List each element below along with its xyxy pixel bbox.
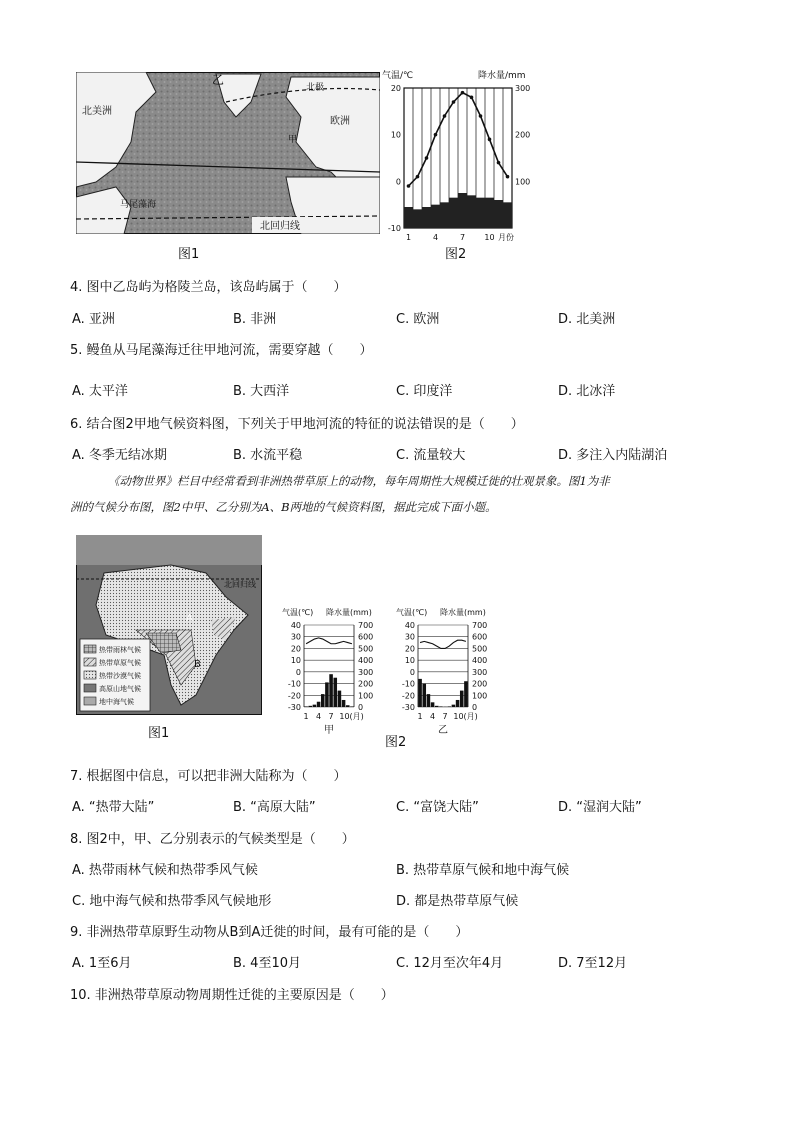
precip-bar <box>422 207 431 228</box>
precip-bar <box>413 209 422 228</box>
precip-bar <box>427 694 431 707</box>
precip-tick-label: 400 <box>472 656 488 666</box>
temperature-point <box>425 156 429 160</box>
figure2-climate-chart <box>378 66 538 248</box>
precip-bar <box>464 681 468 707</box>
precip-tick-label: 300 <box>472 667 488 677</box>
temperature-point <box>461 91 465 95</box>
temperature-point <box>407 184 411 188</box>
precip-bar <box>435 706 439 707</box>
question-stem: 8. 图2中，甲、乙分别表示的气候类型是（ ） <box>70 832 355 847</box>
temp-tick-label: -20 <box>287 691 301 701</box>
answer-option[interactable]: A. 亚洲 <box>72 312 115 327</box>
month-tick-label: 10(月) <box>453 712 478 721</box>
answer-option[interactable]: D. 北冰洋 <box>558 384 616 399</box>
temp-tick-label: 20 <box>290 644 301 654</box>
precip-tick-label: 100 <box>472 691 488 701</box>
month-tick-label: 1 <box>303 712 309 721</box>
legend-swatch <box>84 697 96 705</box>
temp-tick-label: 20 <box>390 84 401 93</box>
legend-swatch <box>84 671 96 679</box>
precip-tick-label: 300 <box>515 84 531 93</box>
question-stem: 7. 根据图中信息，可以把非洲大陆称为（ ） <box>70 769 347 784</box>
precip-bar <box>494 200 503 228</box>
precip-tick-label: 500 <box>358 644 374 654</box>
precip-bar <box>325 682 329 707</box>
temperature-point <box>434 133 438 137</box>
precip-bar <box>422 684 426 707</box>
answer-option[interactable]: D. 多注入内陆湖泊 <box>558 448 668 463</box>
temp-tick-label: 10 <box>390 130 401 140</box>
precip-tick-label: 600 <box>472 632 488 642</box>
tropic-label-top: 北回归线 <box>260 221 300 232</box>
north-america-label: 北美洲 <box>82 106 112 117</box>
month-tick-label: 4 <box>430 712 436 721</box>
temp-tick-label: 40 <box>404 621 415 630</box>
temperature-point <box>479 114 483 118</box>
answer-option[interactable]: A. “热带大陆” <box>72 800 155 815</box>
answer-option[interactable]: B. 水流平稳 <box>233 448 303 463</box>
europe-label: 欧洲 <box>330 116 350 127</box>
precip-bar <box>317 702 321 707</box>
temperature-point <box>497 161 501 165</box>
sargasso-label: 马尾藻海 <box>120 200 157 210</box>
precip-bar <box>342 700 346 707</box>
precip-bar <box>485 198 494 228</box>
precip-tick-label: 200 <box>472 679 488 689</box>
precip-tick-label: 600 <box>358 632 374 642</box>
precip-tick-label: 400 <box>358 656 374 666</box>
month-tick-label: 7 <box>442 712 448 721</box>
temp-tick-label: -10 <box>387 224 401 233</box>
precip-bar <box>350 706 354 707</box>
answer-option[interactable]: B. 热带草原气候和地中海气候 <box>396 863 570 878</box>
temperature-point <box>506 175 510 179</box>
precip-bar <box>460 691 464 707</box>
precip-tick-label: 200 <box>358 679 374 689</box>
temp-axis-label: 气温/℃ <box>382 71 414 81</box>
month-tick-label: 7 <box>459 233 466 242</box>
answer-option[interactable]: C. 欧洲 <box>396 312 440 327</box>
legend-label: 热带草原气候 <box>99 659 141 667</box>
temp-tick-label: -20 <box>401 691 415 701</box>
temp-tick-label: 0 <box>395 177 401 187</box>
temp-tick-label: -10 <box>401 679 415 689</box>
legend-label: 热带雨林气候 <box>99 646 141 654</box>
precip-bar <box>333 678 337 707</box>
precip-bar <box>449 198 458 228</box>
month-tick-label: 月份 <box>498 233 514 242</box>
temp-tick-label: 30 <box>290 632 301 642</box>
answer-option[interactable]: D. “湿润大陆” <box>558 800 642 815</box>
month-tick-label: 4 <box>316 712 322 721</box>
precip-bar <box>458 193 467 228</box>
precip-tick-label: 0 <box>358 703 364 712</box>
answer-option[interactable]: D. 都是热带草原气候 <box>396 894 519 909</box>
precip-bar <box>431 205 440 228</box>
figure2-caption: 图2 <box>445 247 467 262</box>
question-stem: 6. 结合图2甲地气候资料图，下列关于甲地河流的特征的说法错误的是（ ） <box>70 417 524 432</box>
month-tick-label: 1 <box>417 712 423 721</box>
jia-label: 甲 <box>288 135 298 145</box>
answer-option[interactable]: B. 大西洋 <box>233 384 290 399</box>
africa-figure1-caption: 图1 <box>148 726 170 741</box>
yi-label: 乙 <box>212 73 225 87</box>
legend-swatch <box>84 658 96 666</box>
answer-option[interactable]: B. 4至10月 <box>233 956 301 971</box>
africa-climate-map <box>76 535 262 715</box>
month-tick-label: 1 <box>405 233 412 242</box>
precip-bar <box>418 679 422 707</box>
precip-bar <box>452 705 456 707</box>
temperature-point <box>470 96 474 100</box>
legend-swatch <box>84 684 96 692</box>
answer-option[interactable]: D. 7至12月 <box>558 956 628 971</box>
precip-tick-label: 300 <box>358 667 374 677</box>
answer-option[interactable]: C. “富饶大陆” <box>396 800 479 815</box>
temp-tick-label: -30 <box>401 703 415 712</box>
climate-chart-yi <box>394 603 524 738</box>
precip-bar <box>431 702 435 707</box>
legend-label: 地中海气候 <box>99 698 134 706</box>
answer-option[interactable]: C. 流量较大 <box>396 448 466 463</box>
answer-option[interactable]: A. 冬季无结冰期 <box>72 448 167 463</box>
temp-tick-label: 20 <box>404 644 415 654</box>
question-stem: 4. 图中乙岛屿为格陵兰岛，该岛屿属于（ ） <box>70 280 347 295</box>
month-tick-label: 4 <box>432 233 439 242</box>
temperature-point <box>443 114 447 118</box>
precip-bar <box>440 202 449 228</box>
precip-axis-label: 降水量(mm) <box>440 608 486 617</box>
precip-bar <box>329 674 333 707</box>
precip-bar <box>467 195 476 228</box>
climate-chart-jia <box>280 603 400 738</box>
question-stem: 10. 非洲热带草原动物周期性迁徙的主要原因是（ ） <box>70 988 394 1003</box>
passage-line-2: 洲的气候分布图，图2中甲、乙分别为A、B两地的气候资料图，据此完成下面小题。 <box>70 500 497 514</box>
month-tick-label: 10 <box>484 233 495 242</box>
precip-bar <box>439 706 443 707</box>
temperature-point <box>488 138 492 142</box>
precip-tick-label: 700 <box>358 621 374 630</box>
answer-option[interactable]: C. 地中海气候和热带季风气候地形 <box>72 894 272 909</box>
answer-option[interactable]: A. 太平洋 <box>72 384 128 399</box>
passage-line-1: 《动物世界》栏目中经常看到非洲热带草原上的动物，每年周期性大规模迁徙的壮观景象。图1为非 <box>108 474 610 488</box>
answer-option[interactable]: B. “高原大陆” <box>233 800 316 815</box>
africa-tropic-label: 北回归线 <box>224 580 256 589</box>
point-b-label: B <box>194 659 201 670</box>
precip-bar <box>456 700 460 707</box>
temp-tick-label: 0 <box>295 667 301 677</box>
precip-tick-label: 500 <box>472 644 488 654</box>
station-label: 甲 <box>324 725 334 736</box>
point-a-label: A <box>186 613 193 624</box>
temp-axis-label: 气温(℃) <box>396 608 428 617</box>
precip-bar <box>338 691 342 707</box>
precip-tick-label: 100 <box>358 691 374 701</box>
legend-label: 热带沙漠气候 <box>99 672 141 680</box>
answer-option[interactable]: A. 1至6月 <box>72 956 132 971</box>
north-pole-label: 北极 <box>306 83 325 93</box>
answer-option[interactable]: B. 非洲 <box>233 312 277 327</box>
precip-bar <box>313 705 317 707</box>
temp-tick-label: 10 <box>290 656 301 666</box>
legend-label: 高原山地气候 <box>99 685 141 693</box>
precip-bar <box>404 207 413 228</box>
precip-bar <box>308 706 312 707</box>
temperature-point <box>416 175 420 179</box>
station-label: 乙 <box>438 725 448 736</box>
temperature-point <box>452 100 456 104</box>
precip-bar <box>447 706 451 707</box>
legend-swatch <box>84 645 96 653</box>
temp-tick-label: -30 <box>287 703 301 712</box>
precip-bar <box>503 202 512 228</box>
temp-tick-label: -10 <box>287 679 301 689</box>
temperature-line <box>420 640 466 648</box>
month-tick-label: 10(月) <box>339 712 364 721</box>
precip-bar <box>321 694 325 707</box>
precip-tick-label: 200 <box>515 130 531 140</box>
answer-option[interactable]: A. 热带雨林气候和热带季风气候 <box>72 863 258 878</box>
figure1-caption: 图1 <box>178 247 200 262</box>
temperature-line <box>306 638 352 644</box>
answer-option[interactable]: C. 印度洋 <box>396 384 453 399</box>
month-tick-label: 7 <box>328 712 334 721</box>
climate-pair-caption: 图2 <box>385 735 407 750</box>
precip-axis-label: 降水量(mm) <box>326 608 372 617</box>
question-stem: 9. 非洲热带草原野生动物从B到A迁徙的时间，最有可能的是（ ） <box>70 925 469 940</box>
passage-text <box>70 468 730 520</box>
precip-axis-label: 降水量/mm <box>478 71 526 81</box>
figure1-map <box>76 72 380 234</box>
temp-tick-label: 30 <box>404 632 415 642</box>
answer-option[interactable]: D. 北美洲 <box>558 312 616 327</box>
temp-tick-label: 0 <box>409 667 415 677</box>
precip-tick-label: 0 <box>472 703 478 712</box>
precip-bar <box>346 705 350 707</box>
precip-bar <box>476 198 485 228</box>
precip-tick-label: 100 <box>515 177 531 187</box>
precip-tick-label: 700 <box>472 621 488 630</box>
precip-bar <box>304 706 308 707</box>
temp-tick-label: 40 <box>290 621 301 630</box>
answer-option[interactable]: C. 12月至次年4月 <box>396 956 504 971</box>
temp-axis-label: 气温(℃) <box>282 608 314 617</box>
temp-tick-label: 10 <box>404 656 415 666</box>
question-stem: 5. 鳗鱼从马尾藻海迁往甲地河流，需要穿越（ ） <box>70 343 373 358</box>
